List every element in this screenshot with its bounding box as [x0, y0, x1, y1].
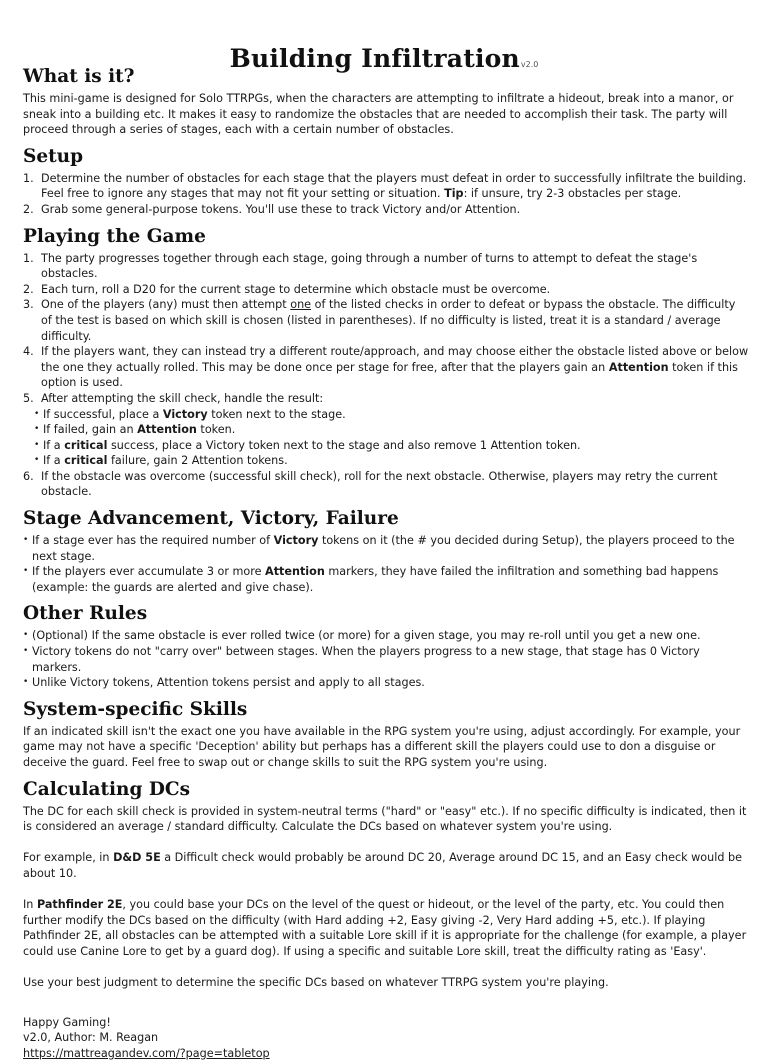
setup-item [23, 171, 749, 202]
other-bullet: • Unlike Victory tokens, Attention tokens persist and apply to all stages. [23, 675, 749, 691]
item-bold: Attention [608, 360, 669, 374]
item-bold: Attention [265, 565, 325, 579]
playing-item [23, 251, 749, 282]
item-text: Each turn, roll a D20 for the current stage to determine which obstacle must be overcome. [41, 282, 551, 296]
version-label: v2.0 [520, 60, 539, 69]
item-bold: critical [64, 438, 108, 452]
section-heading-setup: Setup [23, 145, 84, 167]
item-text: If a [43, 454, 65, 468]
item-number: 1. [23, 251, 34, 265]
item-text: tokens on it (the # you decided during Setup), the players proceed to the next stage. [32, 534, 735, 563]
item-text: success, place a Victory token next to the stage and also remove 1 Attention token. [107, 438, 581, 452]
item-text: If successful, place a [43, 407, 163, 421]
item-text: If the players want, they can instead try a different route/approach, and may choose either the obstacle listed above or below the one they actually rolled. This may be done once per stage for free, after that the players gain an [41, 345, 749, 374]
result-subitem [23, 422, 749, 438]
setup-list [23, 171, 749, 218]
item-text: token next to the stage. [207, 407, 346, 421]
playing-list [23, 251, 749, 501]
item-text: If a stage ever has the required number of [32, 534, 274, 548]
other-bullet: • Victory tokens do not "carry over" between stages. When the players progress to a new stage, that stage has 0 Victory markers. [23, 644, 749, 675]
item-text: a Difficult check would probably be around DC 20, Average around DC 15, and an Easy check would be about 10. [23, 851, 742, 880]
item-bold: Pathfinder 2E [36, 898, 123, 912]
dcs-paragraph [23, 897, 749, 959]
system-paragraph: If an indicated skill isn't the exact one you have available in the RPG system you're using, adjust accordingly. For example, your game may not have a specific 'Deception' ability but perhaps has a different skill the players could use to don a disguise or deceive the guard. Feel free to swap out or change skills to suit the RPG system you're using. [23, 724, 741, 769]
item-number: 2. [23, 282, 34, 296]
item-number: 4. [23, 345, 34, 359]
section-heading-other: Other Rules [23, 603, 148, 625]
result-subitem [23, 438, 749, 454]
item-number: 2. [23, 202, 34, 216]
item-text: One of the players (any) must then attempt [41, 298, 291, 312]
item-text: token if this option is used. [41, 360, 738, 390]
closing-greeting: Happy Gaming! [23, 1015, 111, 1029]
dcs-paragraph [23, 850, 749, 881]
other-list [23, 628, 749, 690]
section-heading-playing: Playing the Game [23, 225, 206, 247]
main-content [23, 66, 749, 1062]
item-text: If a [43, 438, 65, 452]
item-text: : if unsure, try 2-3 obstacles per stage. [463, 187, 682, 201]
item-bold: Tip [444, 187, 464, 201]
setup-item [23, 202, 749, 218]
section-heading-system: System-specific Skills [23, 698, 248, 720]
item-text: , you could base your DCs on the level of the quest or hideout, or the level of the party, etc. You could then further modify the DCs based on the difficulty (with Hard adding +2, Easy giving -2, Very Hard adding +5, etc.). If playing Pathfinder 2E, all obstacles can be attempted with a suitable Lore skill if it is appropriate for the challenge (for example, a player could use Canine Lore to get by a guard dog). If using a specific and suitable Lore skill, treat the difficulty rating as 'Easy'. [23, 898, 747, 958]
item-number: 3. [23, 298, 34, 312]
item-text: In [23, 898, 37, 912]
item-bold: D&D 5E [113, 851, 161, 865]
what-paragraph: This mini-game is designed for Solo TTRPGs, when the characters are attempting to infiltrate a hideout, break into a manor, or sneak into a building etc. It makes it easy to randomize the obstacles that are needed to accomplish their task. The party will proceed through a series of stages, each with a certain number of obstacles. [23, 92, 734, 137]
playing-item [23, 469, 749, 500]
item-text: Determine the number of obstacles for each stage that the players must defeat in order to successfully infiltrate the building. Feel free to ignore any stages that may not fit your setting or situation. [41, 171, 747, 201]
item-number: 5. [23, 391, 34, 405]
stage-bullet [23, 533, 749, 564]
playing-item [23, 297, 749, 344]
section-heading-dcs: Calculating DCs [23, 778, 191, 800]
item-text: After attempting the skill check, handle the result: [41, 391, 324, 405]
item-bold: Victory [273, 534, 319, 548]
playing-item [23, 344, 749, 391]
item-text: If failed, gain an [43, 423, 138, 437]
other-bullet: • (Optional) If the same obstacle is ever rolled twice (or more) for a given stage, you may re-roll until you get a new one. [23, 628, 749, 644]
item-text: markers, they have failed the infiltration and something bad happens (example: the guards are alerted and give chase). [32, 565, 719, 594]
item-number: 6. [23, 469, 34, 483]
closing-block [23, 1015, 749, 1062]
dcs-paragraph: Use your best judgment to determine the specific DCs based on whatever TTRPG system you're playing. [23, 976, 609, 990]
item-bold: critical [64, 454, 108, 468]
playing-item [23, 391, 749, 407]
result-subitem [23, 407, 749, 423]
item-text: If the players ever accumulate 3 or more [32, 565, 266, 579]
item-number: 1. [23, 171, 34, 185]
item-text: The party progresses together through each stage, going through a number of turns to attempt to defeat the stage's obstacles. [41, 251, 698, 281]
dcs-paragraph: The DC for each skill check is provided in system-neutral terms ("hard" or "easy" etc.). If no specific difficulty is indicated, then it is considered an average / standard difficulty. Calculate the DCs based on whatever system you're using. [23, 804, 747, 834]
item-bold: Attention [137, 423, 197, 437]
item-text: For example, in [23, 851, 114, 865]
item-text: failure, gain 2 Attention tokens. [107, 454, 288, 468]
stage-list [23, 533, 749, 595]
stage-bullet [23, 564, 749, 595]
playing-item [23, 282, 749, 298]
page-title: Building Infiltration [229, 44, 520, 73]
item-text: of the listed checks in order to defeat or bypass the obstacle. The difficulty of the test is based on which skill is chosen (listed in parentheses). If no difficulty is listed, treat it is a standard / average difficulty. [41, 298, 736, 343]
author-line: v2.0, Author: M. Reagan [23, 1031, 159, 1045]
item-text: If the obstacle was overcome (successful skill check), roll for the next obstacle. Otherwise, players may retry the current obstacle. [41, 469, 718, 499]
item-text: Grab some general-purpose tokens. You'll use these to track Victory and/or Attention. [41, 202, 521, 216]
item-text: token. [196, 423, 236, 437]
section-heading-what: What is it? [23, 66, 135, 87]
website-link[interactable]: https://mattreagandev.com/?page=tabletop [23, 1046, 270, 1060]
section-heading-stage: Stage Advancement, Victory, Failure [23, 508, 399, 530]
result-subitem [23, 453, 749, 469]
item-bold: Victory [162, 407, 208, 421]
item-underline: one [290, 298, 312, 312]
